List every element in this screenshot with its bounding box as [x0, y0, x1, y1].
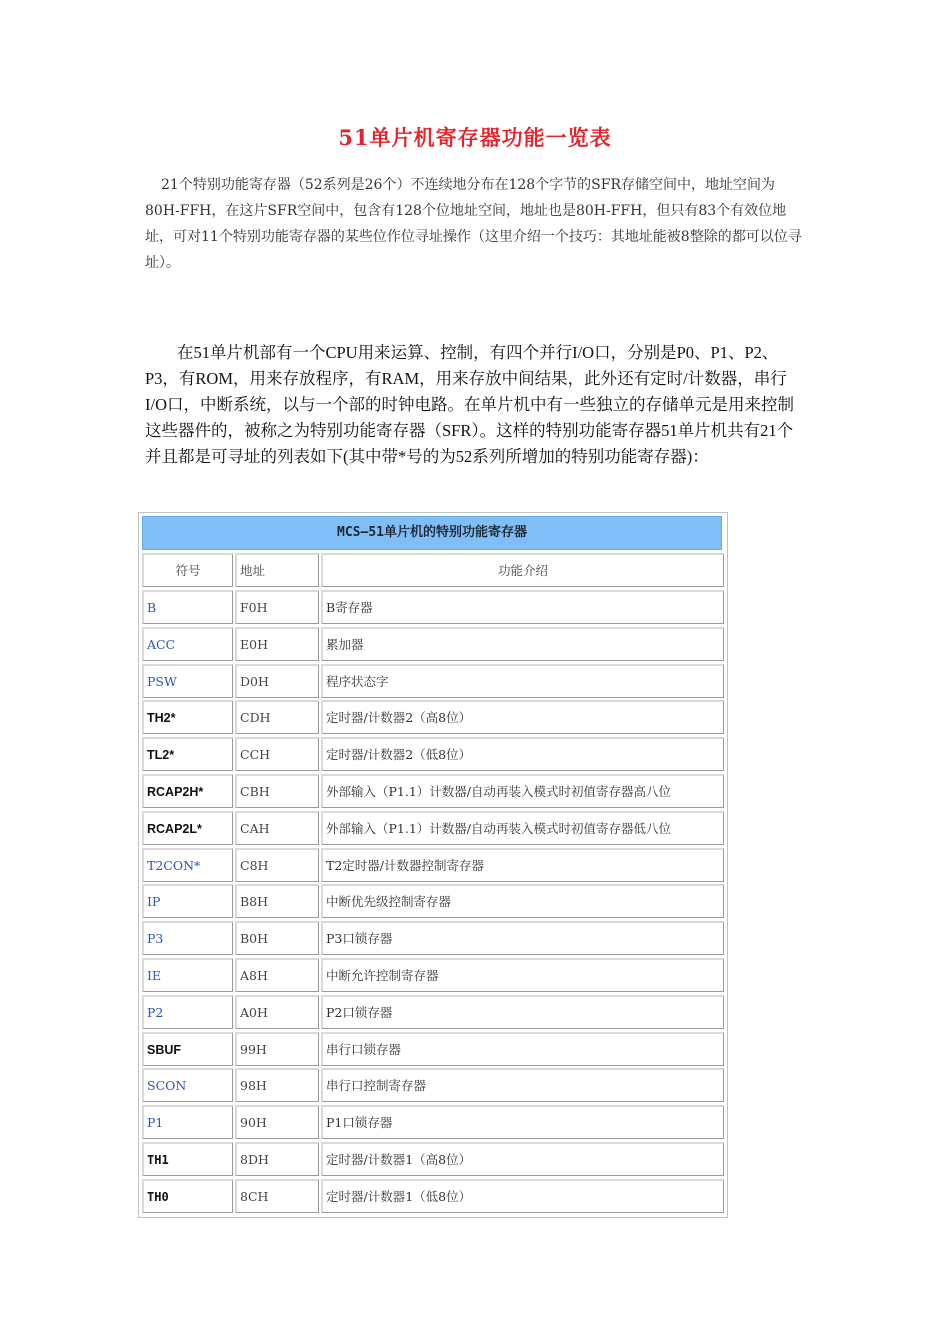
cell-function: P3口锁存器	[321, 921, 724, 955]
table-row	[142, 958, 724, 992]
cell-symbol	[142, 1179, 233, 1213]
register-symbol-link[interactable]: IP	[147, 894, 161, 910]
table-caption: MCS—51单片机的特别功能寄存器	[142, 516, 722, 550]
intro-paragraph: 21个特别功能寄存器（52系列是26个）不连续地分布在128个字节的SFR存储空间中，地址空间为80H-FFH，在这片SFR空间中，包含有128个位地址空间，地址也是80H-FFH，但只有83个有效位地址，可对11个特别功能寄存器的某些位作位寻址操作（这里介绍一个技巧：其地址能被8整除的都可以位寻址）。	[145, 177, 802, 271]
register-symbol: TL2*	[147, 748, 175, 763]
cell-address: CBH	[235, 774, 319, 808]
cell-symbol	[142, 1068, 233, 1102]
cell-symbol	[142, 664, 233, 698]
cell-address: E0H	[235, 627, 319, 661]
cell-symbol	[142, 958, 233, 992]
cell-symbol	[142, 627, 233, 661]
register-symbol-link[interactable]: B	[147, 600, 157, 615]
cell-address: A8H	[235, 958, 319, 992]
cell-function: 串行口锁存器	[321, 1032, 724, 1066]
cell-symbol	[142, 848, 233, 882]
cell-address: 98H	[235, 1068, 319, 1102]
register-symbol-link[interactable]: P2	[147, 1004, 164, 1020]
cell-address: CDH	[235, 700, 319, 734]
sfr-table	[138, 512, 728, 1218]
cell-address: A0H	[235, 995, 319, 1029]
register-symbol: TH1	[147, 1153, 169, 1167]
table-header-row	[142, 553, 724, 587]
header-symbol: 符号	[142, 553, 233, 587]
register-symbol-link[interactable]: PSW	[147, 673, 177, 689]
register-symbol-link[interactable]: P1	[147, 1115, 164, 1131]
register-symbol: SBUF	[147, 1042, 182, 1057]
table-row	[142, 811, 724, 845]
cell-symbol	[142, 1032, 233, 1066]
cell-function: 外部输入（P1.1）计数器/自动再装入模式时初值寄存器低八位	[321, 811, 724, 845]
table-row	[142, 590, 724, 624]
table-row	[142, 1142, 724, 1176]
cell-symbol	[142, 700, 233, 734]
table-row	[142, 921, 724, 955]
cell-symbol	[142, 884, 233, 918]
header-function: 功能介绍	[321, 553, 724, 587]
table-row	[142, 774, 724, 808]
cell-function: 定时器/计数器2（高8位）	[321, 700, 724, 734]
register-symbol-link[interactable]: T2CON*	[147, 857, 201, 873]
cell-symbol	[142, 774, 233, 808]
cell-symbol	[142, 921, 233, 955]
cell-function: 串行口控制寄存器	[321, 1068, 724, 1102]
cell-function: 中断允许控制寄存器	[321, 958, 724, 992]
cell-function: 中断优先级控制寄存器	[321, 884, 724, 918]
cell-address: 8DH	[235, 1142, 319, 1176]
register-symbol-link[interactable]: ACC	[147, 636, 176, 652]
table-row	[142, 737, 724, 771]
page-title: 51单片机寄存器功能一览表	[338, 125, 612, 150]
cell-address: CAH	[235, 811, 319, 845]
header-address: 地址	[235, 553, 319, 587]
table-row	[142, 1068, 724, 1102]
cell-address: B0H	[235, 921, 319, 955]
cell-function: 定时器/计数器1（低8位）	[321, 1179, 724, 1213]
register-symbol: TH0	[147, 1189, 169, 1204]
cell-function: 外部输入（P1.1）计数器/自动再装入模式时初值寄存器高八位	[321, 774, 724, 808]
cell-address: B8H	[235, 884, 319, 918]
register-symbol: TH2*	[147, 711, 176, 726]
cell-address: 99H	[235, 1032, 319, 1066]
table-row	[142, 1032, 724, 1066]
register-symbol-link[interactable]: P3	[147, 931, 164, 947]
register-symbol-link[interactable]: SCON	[147, 1078, 187, 1094]
table-row	[142, 700, 724, 734]
cell-symbol	[142, 1142, 233, 1176]
cell-symbol	[142, 995, 233, 1029]
cell-function: 程序状态字	[321, 664, 724, 698]
register-symbol: RCAP2H*	[147, 785, 204, 799]
table-row	[142, 664, 724, 698]
register-symbol: RCAP2L*	[147, 821, 202, 836]
cell-function: T2定时器/计数器控制寄存器	[321, 848, 724, 882]
cell-symbol	[142, 590, 233, 624]
table-row	[142, 627, 724, 661]
table-row	[142, 1105, 724, 1139]
body-paragraph: 在51单片机部有一个CPU用来运算、控制，有四个并行I/O口，分别是P0、P1、P2、P3，有ROM，用来存放程序，有RAM，用来存放中间结果，此外还有定时/计数器，串行I/O口，中断系统，以与一个部的时钟电路。在单片机中有一些独立的存储单元是用来控制这些器件的，被称之为特别功能寄存器（SFR）。这样的特别功能寄存器51单片机共有21个并且都是可寻址的列表如下(其中带*号的为52系列所增加的特别功能寄存器)：	[145, 343, 794, 466]
table-row	[142, 848, 724, 882]
cell-symbol	[142, 1105, 233, 1139]
cell-address: CCH	[235, 737, 319, 771]
cell-address: F0H	[235, 590, 319, 624]
cell-address: 90H	[235, 1105, 319, 1139]
register-symbol-link[interactable]: IE	[147, 968, 162, 983]
cell-symbol	[142, 737, 233, 771]
table-row	[142, 1179, 724, 1213]
cell-address: 8CH	[235, 1179, 319, 1213]
cell-function: B寄存器	[321, 590, 724, 624]
cell-function: P2口锁存器	[321, 995, 724, 1029]
table-row	[142, 995, 724, 1029]
cell-function: P1口锁存器	[321, 1105, 724, 1139]
cell-function: 累加器	[321, 627, 724, 661]
cell-function: 定时器/计数器1（高8位）	[321, 1142, 724, 1176]
cell-address: D0H	[235, 664, 319, 698]
table-row	[142, 884, 724, 918]
cell-function: 定时器/计数器2（低8位）	[321, 737, 724, 771]
cell-symbol	[142, 811, 233, 845]
cell-address: C8H	[235, 848, 319, 882]
